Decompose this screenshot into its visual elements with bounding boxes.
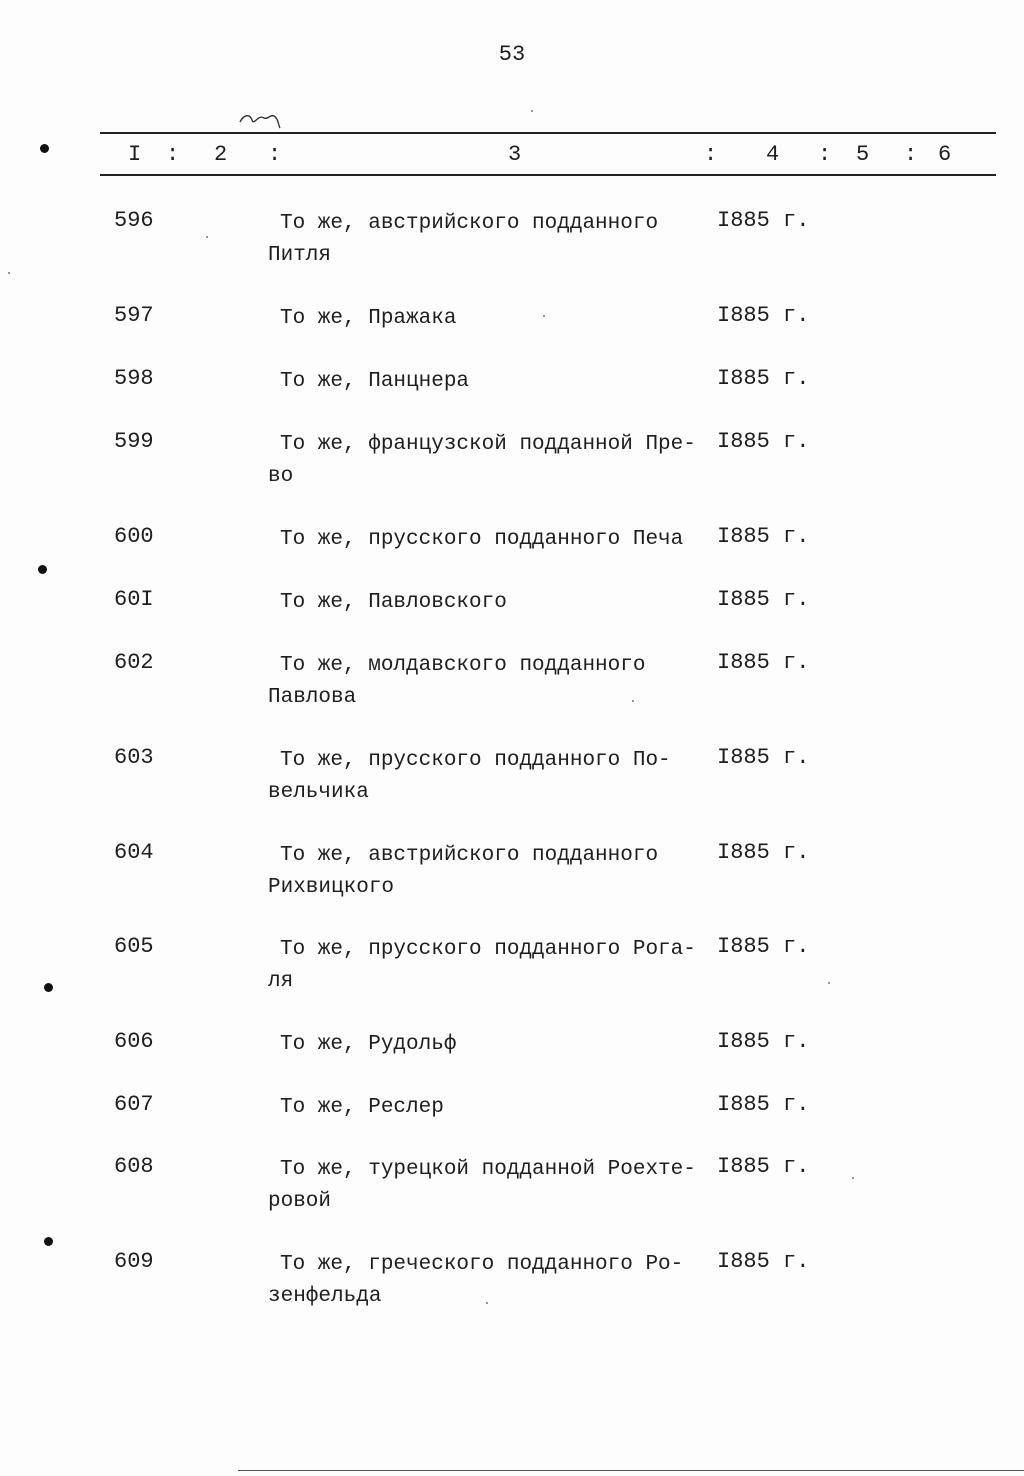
row-year: I885 г. xyxy=(717,587,810,612)
header-sep: : xyxy=(818,142,832,167)
pencil-mark xyxy=(238,110,282,132)
row-number: 596 xyxy=(114,208,154,233)
row-year: I885 г. xyxy=(717,1249,810,1274)
scan-speck xyxy=(852,1177,854,1179)
scan-speck xyxy=(828,982,830,984)
binder-hole-mark xyxy=(44,1237,53,1246)
row-description: То же, прусского подданного Печа xyxy=(280,528,684,551)
header-sep: : xyxy=(904,142,918,167)
table-row xyxy=(0,429,1024,509)
page-bottom-edge xyxy=(238,1470,1024,1471)
row-number: 600 xyxy=(114,524,154,549)
binder-hole-mark xyxy=(44,983,53,992)
header-col-1: I xyxy=(128,142,142,167)
row-description: То же, прусского подданного По-вельчика xyxy=(268,749,671,804)
row-number: 599 xyxy=(114,429,154,454)
scan-speck xyxy=(8,272,10,274)
binder-hole-mark xyxy=(40,144,49,153)
row-number: 607 xyxy=(114,1092,154,1117)
row-description: То же, турецкой подданной Роехте-ровой xyxy=(268,1158,696,1213)
row-description: То же, прусского подданного Рога-ля xyxy=(268,938,696,993)
row-description: То же, Пражака xyxy=(280,307,457,330)
row-description: То же, Панцнера xyxy=(280,370,470,393)
row-description: То же, австрийского подданного Питля xyxy=(268,212,659,267)
row-year: I885 г. xyxy=(717,1029,810,1054)
scan-speck xyxy=(486,1302,488,1304)
header-col-4: 4 xyxy=(766,142,780,167)
page-number: 53 xyxy=(498,42,526,67)
row-number: 606 xyxy=(114,1029,154,1054)
scan-speck xyxy=(543,315,545,317)
binder-hole-mark xyxy=(38,565,47,574)
header-sep: : xyxy=(268,142,282,167)
row-year: I885 г. xyxy=(717,1092,810,1117)
row-number: 602 xyxy=(114,650,154,675)
table-header-top-rule xyxy=(100,132,996,134)
header-col-3: 3 xyxy=(508,142,522,167)
row-number: 605 xyxy=(114,934,154,959)
row-number: 609 xyxy=(114,1249,154,1274)
row-description: То же, Реслер xyxy=(280,1096,444,1119)
row-description: То же, Павловского xyxy=(280,591,507,614)
header-sep: : xyxy=(704,142,718,167)
row-number: 603 xyxy=(114,745,154,770)
row-number: 60I xyxy=(114,587,154,612)
scan-speck xyxy=(531,110,533,112)
table-row xyxy=(0,1154,1024,1234)
table-row xyxy=(0,650,1024,730)
row-year: I885 г. xyxy=(717,840,810,865)
row-year: I885 г. xyxy=(717,208,810,233)
header-col-6: 6 xyxy=(938,142,952,167)
header-col-5: 5 xyxy=(856,142,870,167)
row-year: I885 г. xyxy=(717,1154,810,1179)
row-description: То же, Рудольф xyxy=(280,1033,457,1056)
table-row xyxy=(0,208,1024,288)
row-description: То же, греческого подданного Ро-зенфельда xyxy=(268,1253,684,1308)
table-row xyxy=(0,934,1024,1014)
row-year: I885 г. xyxy=(717,303,810,328)
row-number: 608 xyxy=(114,1154,154,1179)
table-row xyxy=(0,745,1024,825)
table-header-bottom-rule xyxy=(100,174,996,176)
row-description: То же, австрийского подданного Рихвицкого xyxy=(268,844,659,899)
table-row xyxy=(0,840,1024,920)
row-year: I885 г. xyxy=(717,650,810,675)
row-number: 604 xyxy=(114,840,154,865)
row-year: I885 г. xyxy=(717,366,810,391)
scan-speck xyxy=(632,700,634,702)
row-number: 598 xyxy=(114,366,154,391)
scan-speck xyxy=(206,236,208,238)
row-year: I885 г. xyxy=(717,524,810,549)
row-description: То же, молдавского подданного Павлова xyxy=(268,654,646,709)
row-number: 597 xyxy=(114,303,154,328)
row-description: То же, французской подданной Пре-во xyxy=(268,433,696,488)
table-row xyxy=(0,1249,1024,1329)
header-sep: : xyxy=(166,142,180,167)
header-col-2: 2 xyxy=(214,142,228,167)
row-year: I885 г. xyxy=(717,429,810,454)
row-year: I885 г. xyxy=(717,934,810,959)
row-year: I885 г. xyxy=(717,745,810,770)
